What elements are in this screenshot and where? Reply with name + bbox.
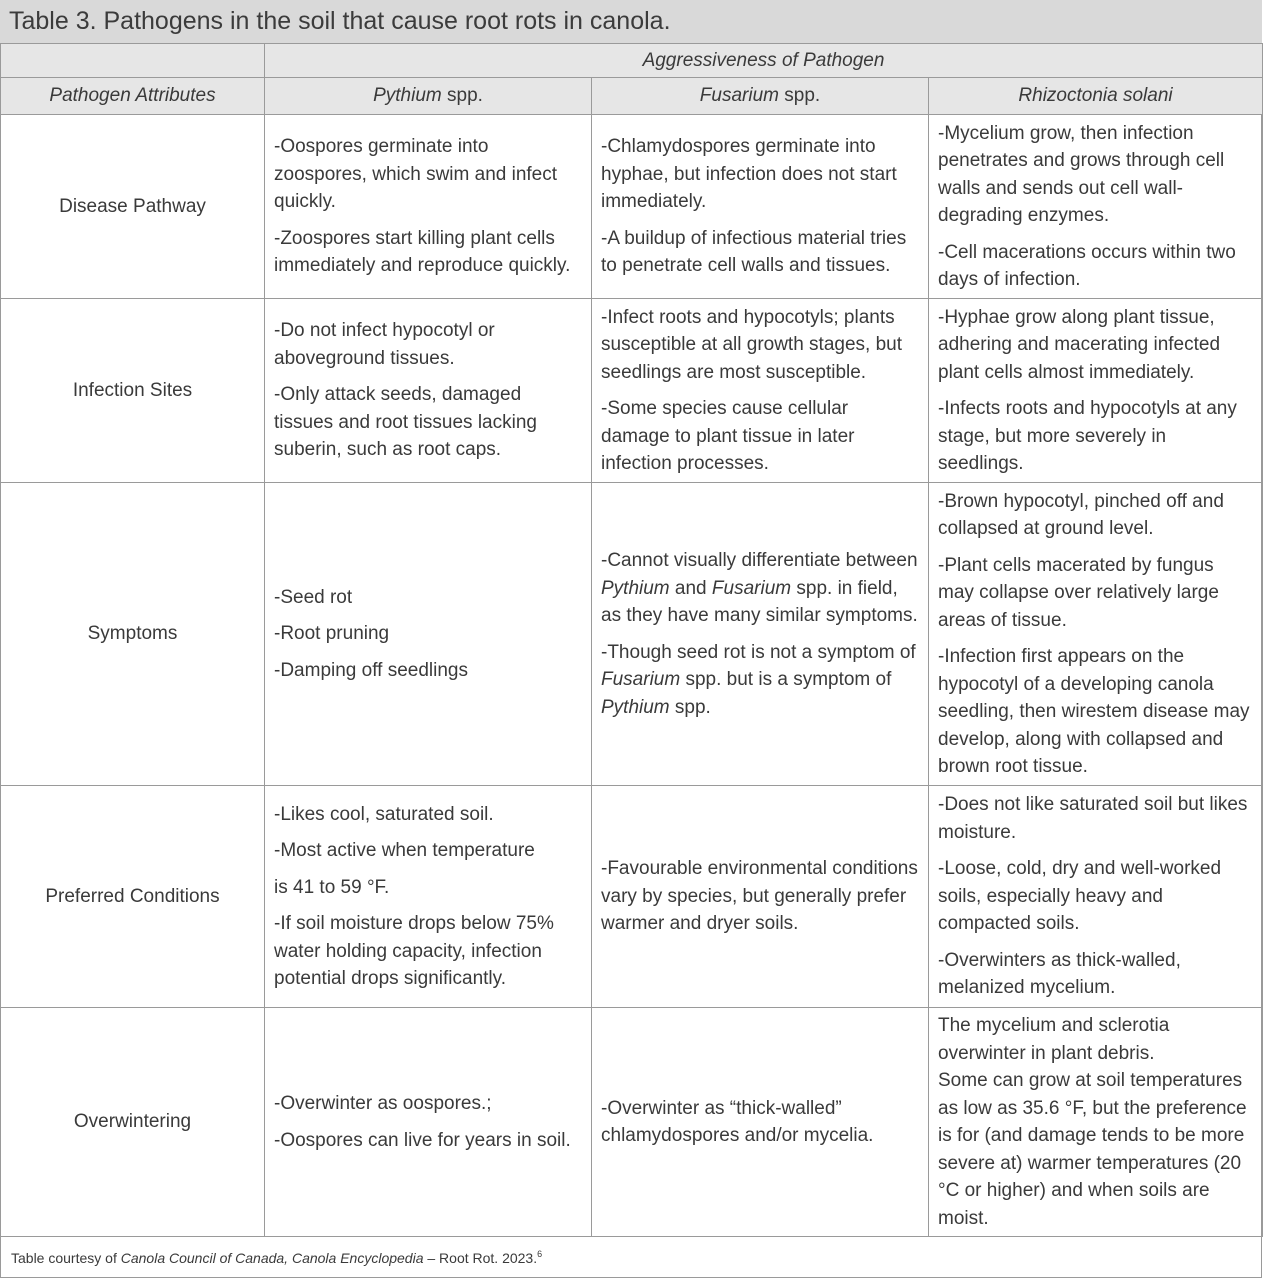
footer-reference: 6 [537,1249,543,1259]
pathogen-table [0,43,1263,1237]
genus-name: Fusarium [711,577,792,599]
cell-line: -Damping off seedlings [274,659,468,681]
fusarium-spp: spp. [778,85,821,106]
symptoms-rhizoctonia [929,483,1263,786]
col-header-rhizoctonia: Rhizoctonia solani [929,78,1263,115]
cell-line: -Oospores germinate into zoospores, which swim and infect quickly. [274,136,558,213]
cell-line: -Plant cells macerated by fungus may collapse over relatively large areas of tissue. [938,554,1219,631]
table-row [1,115,1263,299]
infection-sites-fusarium [592,299,929,483]
cell-line: -Brown hypocotyl, pinched off and collapsed at ground level. [938,490,1224,539]
table-row [1,786,1263,1008]
cell-line: -Infect roots and hypocotyls; plants susceptible at all growth stages, but seedlings are most susceptible. [601,306,903,383]
table-row [1,1008,1263,1237]
row-header-disease-pathway: Disease Pathway [1,115,265,299]
cell-line: -Overwinter as oospores.; [274,1093,492,1114]
symptoms-fusarium [592,483,929,786]
genus-name: Pythium [601,577,670,599]
cell-line: -Overwinter as “thick-walled” chlamydospores and/or mycelia. [601,1097,874,1146]
cell-line [601,639,920,722]
cell-line: -Most active when temperature [274,840,535,861]
cell-line: -Overwinters as thick-walled, melanized mycelium. [938,949,1181,999]
cell-line: -Oospores can live for years in soil. [274,1129,571,1151]
text-run: -Cannot visually differentiate between [601,550,918,571]
pythium-spp: spp. [441,85,483,106]
row-header-infection-sites: Infection Sites [1,299,265,483]
cell-line: -Only attack seeds, damaged tissues and root tissues lacking suberin, such as root caps. [274,384,537,461]
text-run: spp. [669,696,711,718]
table-row [1,299,1263,483]
disease-pathway-fusarium [592,115,929,299]
infection-sites-rhizoctonia [929,299,1263,483]
overwintering-rhizoctonia [929,1008,1263,1237]
cell-line: -Likes cool, saturated soil. [274,803,494,825]
group-header-row [1,44,1263,78]
text-run: and [669,577,712,599]
table-row [1,483,1263,786]
cell-line: -Do not infect hypocotyl or aboveground tissues. [274,320,495,369]
text-run: spp. but is a symptom of [680,669,892,690]
cell-line: -If soil moisture drops below 75% water holding capacity, infection potential drops significantly. [274,913,554,989]
cell-line: -Seed rot [274,586,353,608]
cell-line: Some can grow at soil temperatures as low as 35.6 °F, but the preference is for (and damage tends to be more severe at) warmer temperatures (20 °C or higher) and when soils are moist. [938,1070,1247,1229]
fusarium-genus: Fusarium [699,85,779,106]
cell-line: -Infects roots and hypocotyls at any stage, but more severely in seedlings. [938,398,1237,474]
preferred-conditions-rhizoctonia [929,786,1263,1008]
row-header-symptoms: Symptoms [1,483,265,786]
cell-line: -Does not like saturated soil but likes moisture. [938,794,1248,843]
column-header-row [1,78,1263,115]
preferred-conditions-pythium [265,786,592,1008]
symptoms-pythium [265,483,592,786]
cell-line: -Loose, cold, dry and well-worked soils, especially heavy and compacted soils. [938,858,1222,935]
text-run: spp. in field, as they have many similar symptoms. [601,577,918,626]
footer-suffix: – Root Rot. 2023. [423,1250,538,1266]
cell-line: -Mycelium grow, then infection penetrates and grows through cell walls and sends out cell wall-degrading enzymes. [938,122,1225,226]
cell-line: -Zoospores start killing plant cells immediately and reproduce quickly. [274,227,571,277]
genus-name: Fusarium [601,669,681,690]
cell-line: -Some species cause cellular damage to plant tissue in later infection processes. [601,398,855,474]
overwintering-fusarium [592,1008,929,1237]
col-header-fusarium [592,78,929,115]
cell-line: -Root pruning [274,623,390,645]
preferred-conditions-fusarium [592,786,929,1008]
pythium-genus: Pythium [373,85,442,106]
footer-source: Canola Council of Canada, Canola Encyclopedia [120,1250,424,1266]
footer-prefix: Table courtesy of [11,1250,121,1266]
empty-header-cell [1,44,265,78]
row-header-preferred-conditions: Preferred Conditions [1,786,265,1008]
row-header-overwintering: Overwintering [1,1008,265,1237]
cell-line: -Hyphae grow along plant tissue, adhering and macerating infected plant cells almost immediately. [938,306,1221,383]
cell-line [601,547,920,630]
cell-line: The mycelium and sclerotia overwinter in plant debris. [938,1015,1170,1064]
infection-sites-pythium [265,299,592,483]
disease-pathway-pythium [265,115,592,299]
overwintering-pythium [265,1008,592,1237]
genus-name: Pythium [601,696,670,718]
cell-line: -Chlamydospores germinate into hyphae, but infection does not start immediately. [601,136,897,213]
col-header-attributes: Pathogen Attributes [1,78,265,115]
col-header-pythium [265,78,592,115]
text-run: -Though seed rot is not a symptom of [601,641,916,663]
cell-line: -Favourable environmental conditions vary by species, but generally prefer warmer and dryer soils. [601,858,918,935]
aggressiveness-header: Aggressiveness of Pathogen [265,44,1263,78]
table-source-note [0,1238,1262,1278]
disease-pathway-rhizoctonia [929,115,1263,299]
cell-line: is 41 to 59 °F. [274,876,390,898]
table-title: Table 3. Pathogens in the soil that cause root rots in canola. [0,0,1262,44]
cell-line: -A buildup of infectious material tries to penetrate cell walls and tissues. [601,227,907,277]
cell-line: -Infection first appears on the hypocotyl of a developing canola seedling, then wirestem disease may develop, along with collapsed and brown root tissue. [938,646,1250,777]
cell-line: -Cell macerations occurs within two days of infection. [938,241,1236,290]
